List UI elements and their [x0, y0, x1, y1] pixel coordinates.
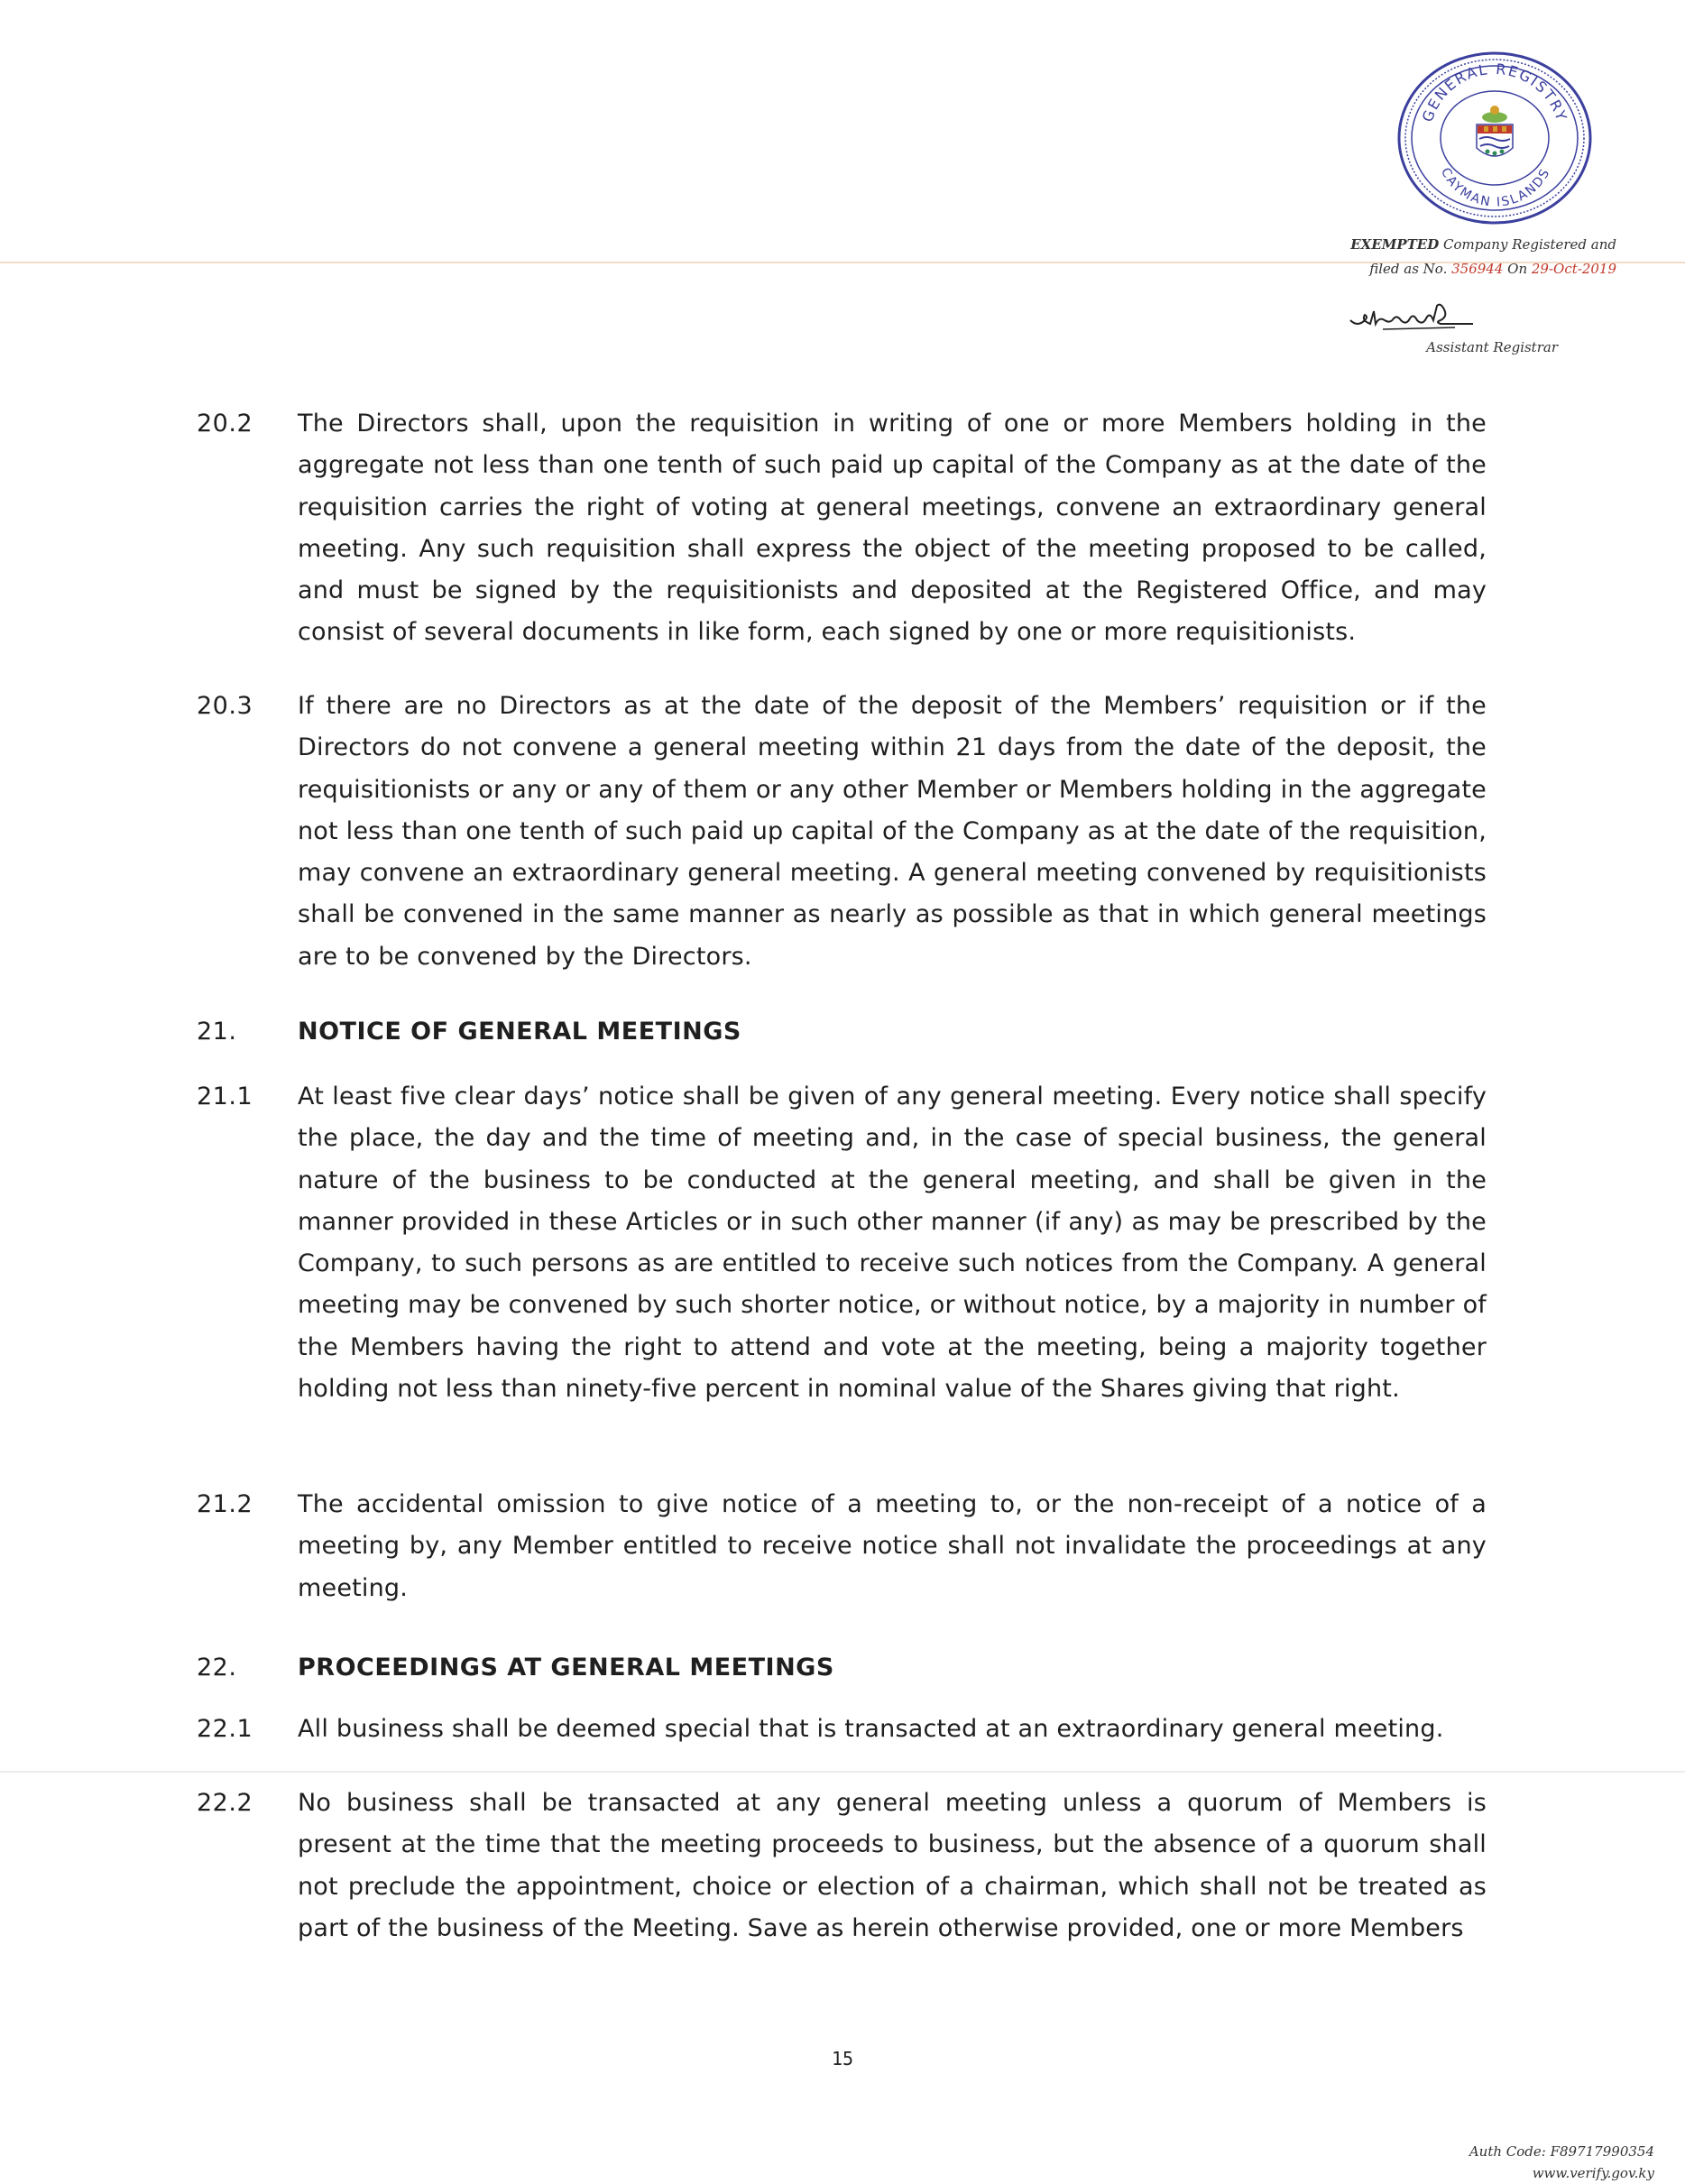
filed-as-label: filed as No. — [1369, 261, 1452, 277]
general-registry-seal — [1394, 49, 1597, 227]
registrar-signature — [1347, 293, 1482, 338]
clause-number: 22.2 — [197, 1789, 253, 1817]
clause-text: All business shall be deemed special that is transacted at an extraordinary general meeting. — [298, 1715, 1444, 1743]
registration-number: 356944 — [1451, 261, 1504, 277]
on-label: On — [1503, 261, 1532, 277]
clause-text: The Directors shall, upon the requisition in writing of one or more Members holding in the aggregate not less than one tenth of such paid up capital of the Company as at the date of the requisition carries the right of voting at general meetings, convene an extraordinary general meeting. Any such requisition shall express the object of the meeting proposed to be called, and must be signed by the requisitionists and deposited at the Registered Office, and may consist of several documents in like form, each signed by one or more requisitionists. — [298, 410, 1487, 647]
clause-text: The accidental omission to give notice of a meeting to, or the non-receipt of a notice of a meeting by, any Member entitled to receive notice shall not invalidate the proceedings at any meeting. — [298, 1490, 1487, 1602]
section-number: 21. — [197, 1018, 237, 1046]
clause-number: 20.2 — [197, 410, 253, 438]
clause-number: 22.1 — [197, 1715, 253, 1743]
authentication-footer — [1335, 2141, 1654, 2184]
verify-website: www.verify.gov.ky — [1532, 2165, 1654, 2181]
registration-line-1 — [1335, 233, 1616, 257]
registration-date: 29-Oct-2019 — [1531, 261, 1616, 277]
seal-bottom-text: CAYMAN ISLANDS — [1437, 165, 1554, 210]
registration-caption: Company Registered and — [1439, 236, 1616, 253]
signatory-title: Assistant Registrar — [1426, 339, 1558, 355]
coat-of-arms-icon — [1477, 106, 1513, 156]
registration-line-2 — [1335, 257, 1616, 281]
clause-number: 21.2 — [197, 1490, 253, 1518]
company-type: EXEMPTED — [1350, 236, 1440, 253]
clause-number: 21.1 — [197, 1083, 253, 1110]
seal-top-text: GENERAL REGISTRY — [1418, 60, 1571, 124]
scan-artifact-line — [0, 1771, 1685, 1773]
auth-code: Auth Code: F89717990354 — [1469, 2143, 1654, 2160]
section-heading: PROCEEDINGS AT GENERAL MEETINGS — [298, 1654, 834, 1682]
page-number: 15 — [831, 2048, 854, 2069]
section-heading: NOTICE OF GENERAL MEETINGS — [298, 1018, 741, 1046]
clause-text: At least five clear days’ notice shall be given of any general meeting. Every notice shall specify the place, the day and the time of meeting and, in the case of special business, the general nature of the business to be conducted at the general meeting, and shall be given in the manner provided in these Articles or in such other manner (if any) as may be prescribed by the Company, to such persons as are entitled to receive such notices from the Company. A general meeting may be convened by such shorter notice, or without notice, by a majority in number of the Members having the right to attend and vote at the meeting, being a majority together holding not less than ninety-five percent in nominal value of the Shares giving that right. — [298, 1083, 1487, 1404]
clause-text: No business shall be transacted at any general meeting unless a quorum of Members is present at the time that the meeting proceeds to business, but the absence of a quorum shall not preclude the appointment, choice or election of a chairman, which shall not be treated as part of the business of the Meeting. Save as herein otherwise provided, one or more Members — [298, 1789, 1487, 1942]
section-number: 22. — [197, 1654, 237, 1682]
clause-text: If there are no Directors as at the date of the deposit of the Members’ requisition or if the Directors do not convene a general meeting within 21 days from the date of the deposit, the requisitionists or any or any of them or any other Member or Members holding in the aggregate not less than one tenth of such paid up capital of the Company as at the date of the requisition, may convene an extraordinary general meeting. A general meeting convened by requisitionists shall be convened in the same manner as nearly as possible as that in which general meetings are to be convened by the Directors. — [298, 692, 1487, 971]
registration-stamp — [1335, 233, 1616, 281]
clause-number: 20.3 — [197, 692, 253, 720]
